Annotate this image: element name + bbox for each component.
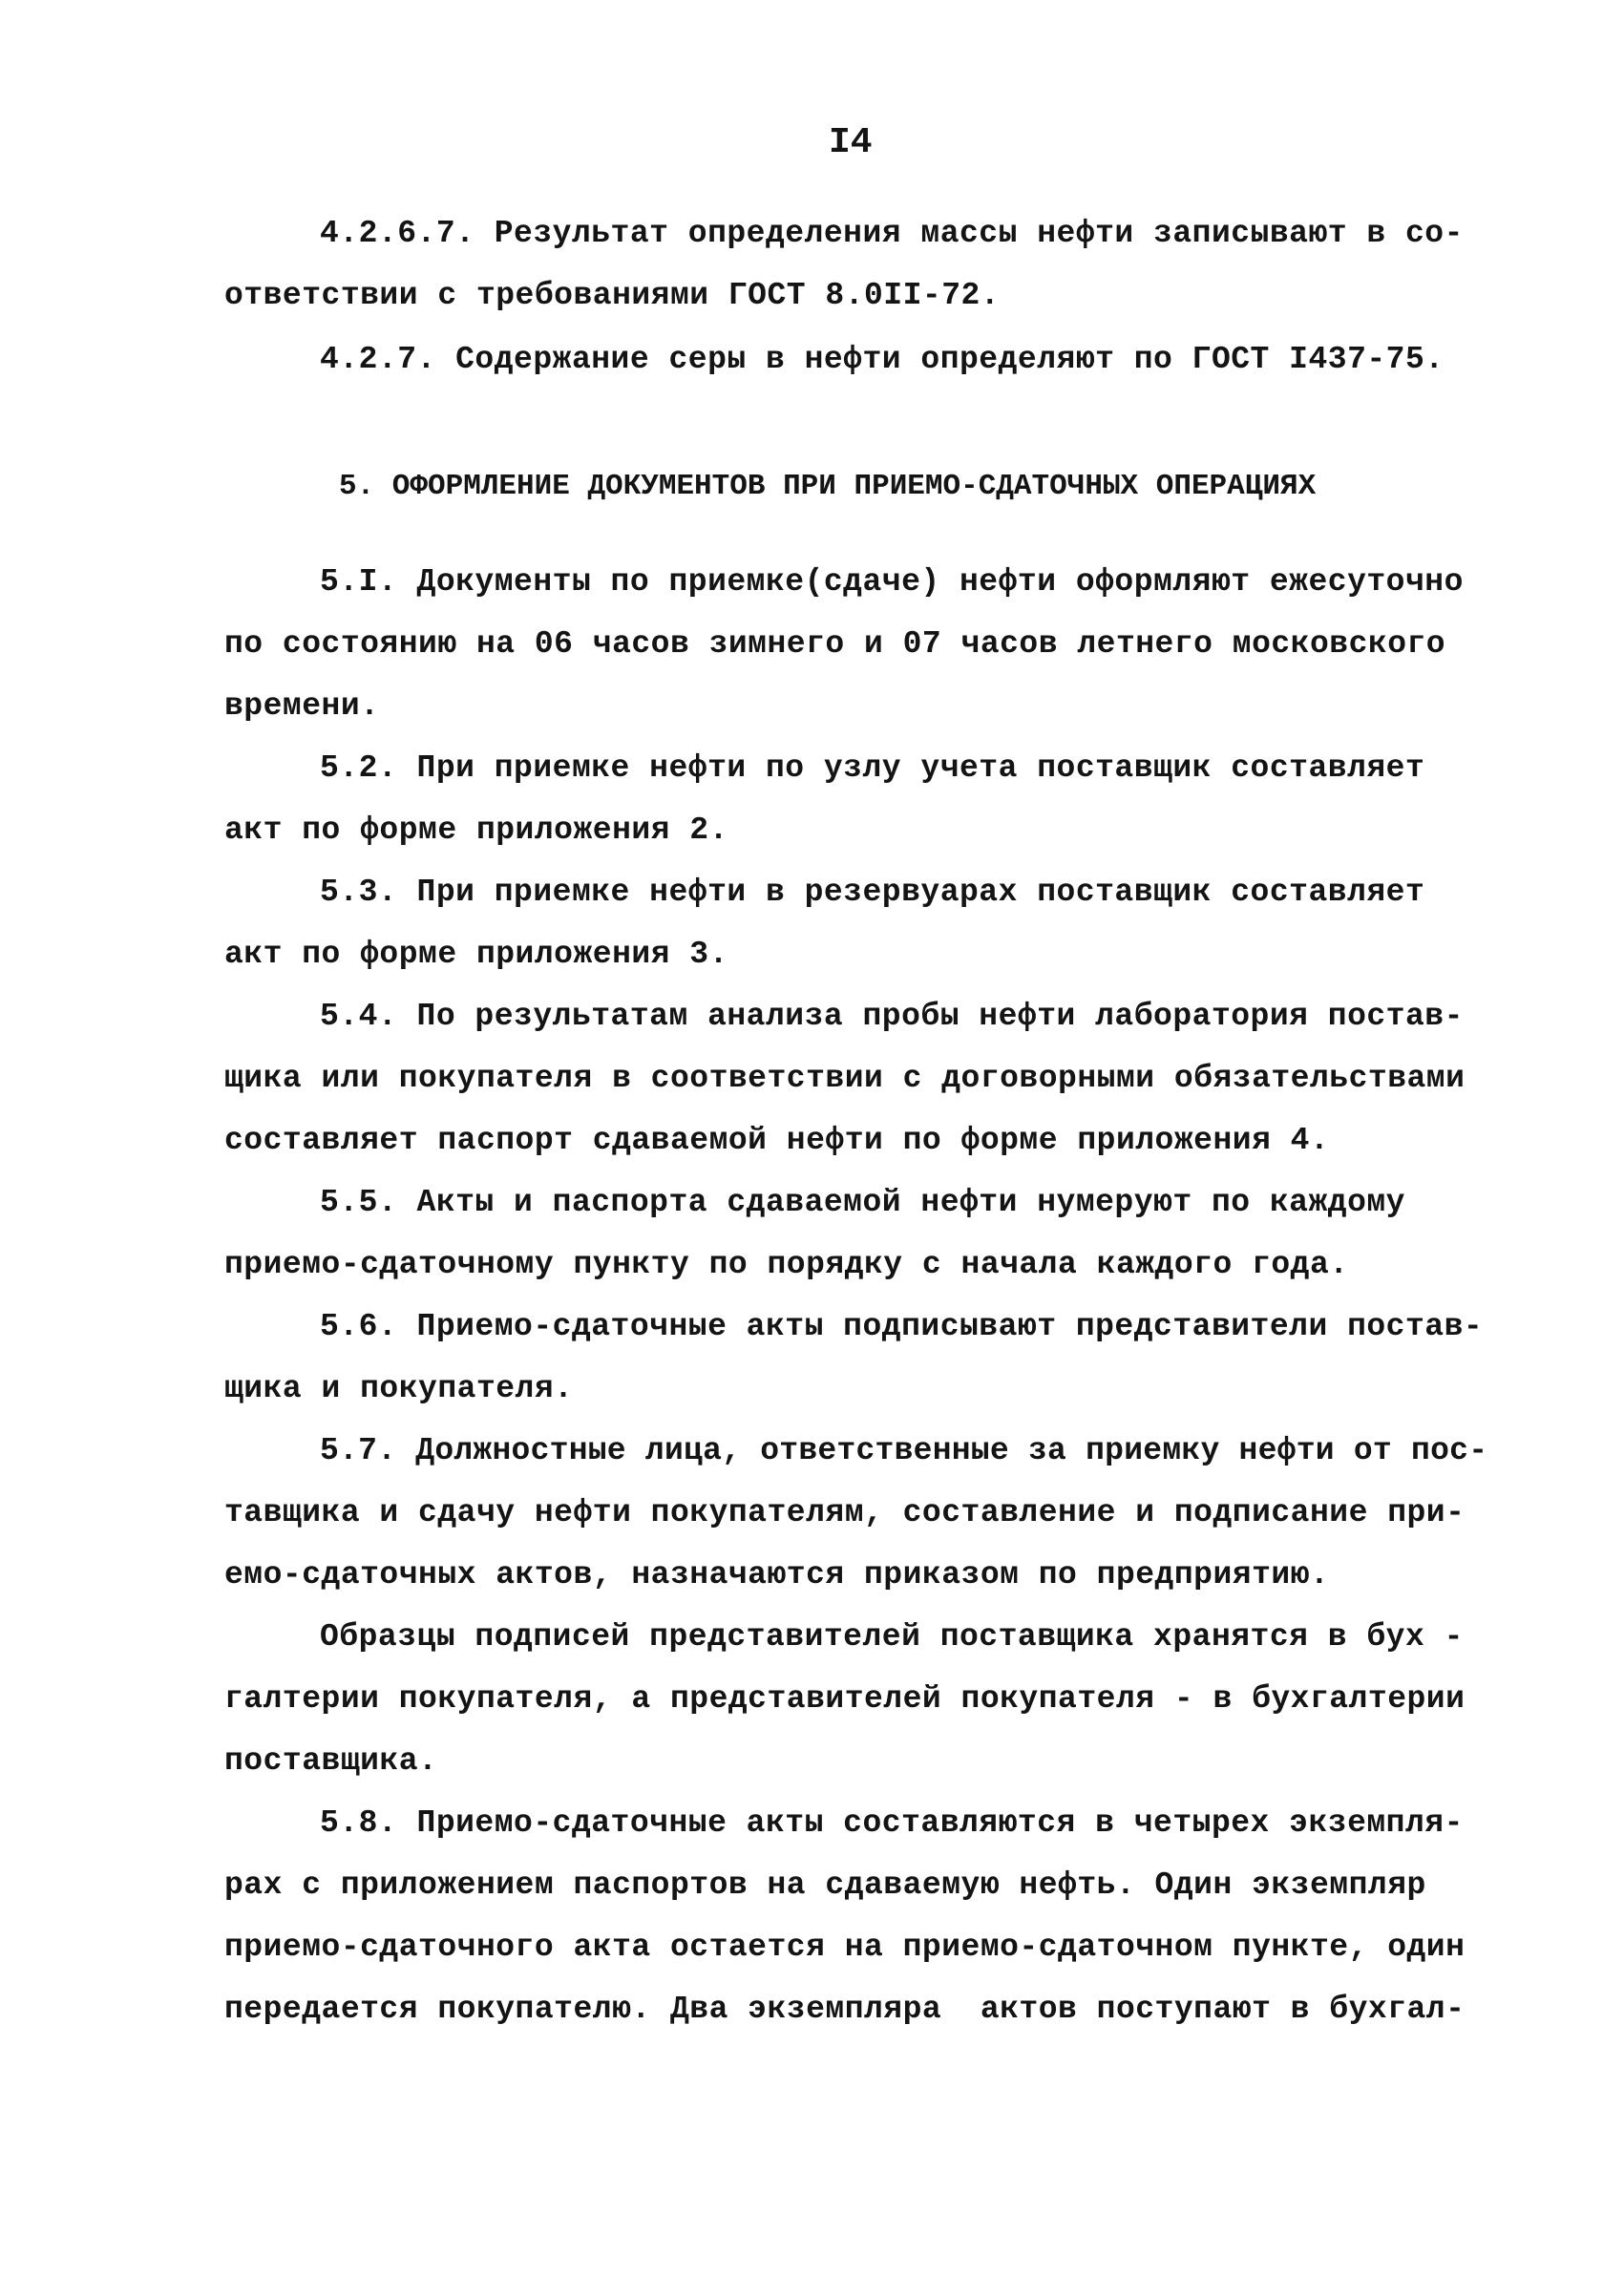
text-line: 5.4. По результатам анализа пробы нефти лаборатория постав-: [320, 999, 1464, 1034]
text-line: акт по форме приложения 3.: [224, 937, 728, 972]
text-line: 5.8. Приемо-сдаточные акты составляются в четырех экземпля-: [320, 1805, 1464, 1841]
text-line: времени.: [224, 688, 380, 724]
text-line: галтерии покупателя, а представителей покупателя - в бухгалтерии: [224, 1681, 1466, 1717]
text-line: 5.3. При приемке нефти в резервуарах поставщик составляет: [320, 875, 1425, 910]
text-line: 5.7. Должностные лица, ответственные за приемку нефти от пос-: [320, 1433, 1488, 1468]
text-line: тавщика и сдачу нефти покупателям, составление и подписание при-: [224, 1495, 1466, 1530]
text-line: Образцы подписей представителей поставщика хранятся в бух -: [320, 1619, 1464, 1655]
text-line: составляет паспорт сдаваемой нефти по форме приложения 4.: [224, 1123, 1330, 1158]
text-line: 4.2.7. Содержание серы в нефти определяют по ГОСТ I437-75.: [320, 342, 1445, 377]
text-line: приемо-сдаточного акта остается на приемо-сдаточном пункте, один: [224, 1930, 1466, 1965]
text-line: поставщика.: [224, 1743, 438, 1779]
text-line: емо-сдаточных актов, назначаются приказом по предприятию.: [224, 1557, 1330, 1592]
text-line: ответствии с требованиями ГОСТ 8.0II-72.: [224, 278, 1001, 313]
text-line: 4.2.6.7. Результат определения массы нефти записывают в со-: [320, 216, 1464, 251]
text-line: акт по форме приложения 2.: [224, 812, 728, 848]
text-line: 5.I. Документы по приемке(сдаче) нефти оформляют ежесуточно: [320, 564, 1464, 600]
text-line: рах с приложением паспортов на сдаваемую нефть. Один экземпляр: [224, 1867, 1426, 1903]
text-line: 5.2. При приемке нефти по узлу учета поставщик составляет: [320, 750, 1425, 786]
text-line: приемо-сдаточному пункту по порядку с начала каждого года.: [224, 1247, 1349, 1282]
text-line: щика и покупателя.: [224, 1371, 574, 1406]
section-heading: 5. ОФОРМЛЕНИЕ ДОКУМЕНТОВ ПРИ ПРИЕМО-СДАТОЧНЫХ ОПЕРАЦИЯХ: [339, 470, 1317, 503]
page-number: I4: [829, 122, 873, 163]
text-line: щика или покупателя в соответствии с договорными обязательствами: [224, 1061, 1466, 1096]
text-line: 5.6. Приемо-сдаточные акты подписывают представители постав-: [320, 1309, 1484, 1344]
text-line: передается покупателю. Два экземпляра актов поступают в бухгал-: [224, 1992, 1466, 2027]
text-line: 5.5. Акты и паспорта сдаваемой нефти нумеруют по каждому: [320, 1185, 1405, 1220]
text-line: по состоянию на 06 часов зимнего и 07 часов летнего московского: [224, 626, 1446, 662]
